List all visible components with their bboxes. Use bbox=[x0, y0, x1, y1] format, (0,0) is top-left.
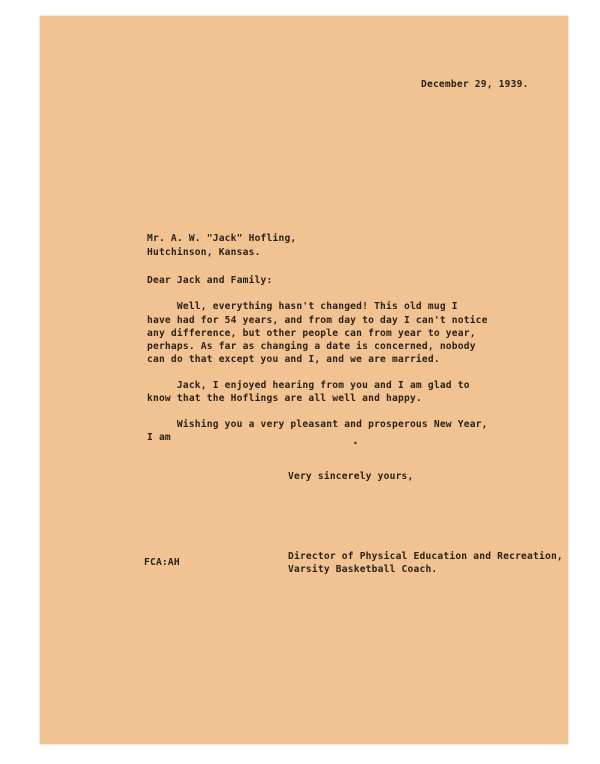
closing: Very sincerely yours, bbox=[288, 471, 414, 482]
ink-mark: • bbox=[353, 439, 359, 448]
paragraph-2-line-2: know that the Hoflings are all well and happy. bbox=[147, 393, 422, 404]
salutation: Dear Jack and Family: bbox=[147, 275, 273, 286]
paragraph-3-line-2: I am bbox=[147, 432, 171, 443]
addressee-name: Mr. A. W. "Jack" Hofling, bbox=[147, 233, 297, 244]
letter-date: December 29, 1939. bbox=[421, 79, 529, 90]
addressee-location: Hutchinson, Kansas. bbox=[147, 247, 261, 258]
paragraph-1-line-1: Well, everything hasn't changed! This old mug I bbox=[147, 301, 458, 312]
paragraph-1-line-4: perhaps. As far as changing a date is concerned, nobody bbox=[147, 341, 476, 352]
paragraph-1-line-2: have had for 54 years, and from day to day I can't notice bbox=[147, 315, 488, 326]
signature-title-line-2: Varsity Basketball Coach. bbox=[288, 564, 438, 575]
typist-initials: FCA:AH bbox=[144, 557, 180, 568]
paragraph-3-line-1: Wishing you a very pleasant and prosperous New Year, bbox=[147, 419, 488, 430]
letter-page bbox=[40, 16, 568, 744]
signature-title-line-1: Director of Physical Education and Recreation, bbox=[288, 551, 563, 562]
paragraph-1-line-5: can do that except you and I, and we are married. bbox=[147, 354, 440, 365]
paragraph-2-line-1: Jack, I enjoyed hearing from you and I am glad to bbox=[147, 380, 470, 391]
paragraph-1-line-3: any difference, but other people can from year to year, bbox=[147, 328, 476, 339]
